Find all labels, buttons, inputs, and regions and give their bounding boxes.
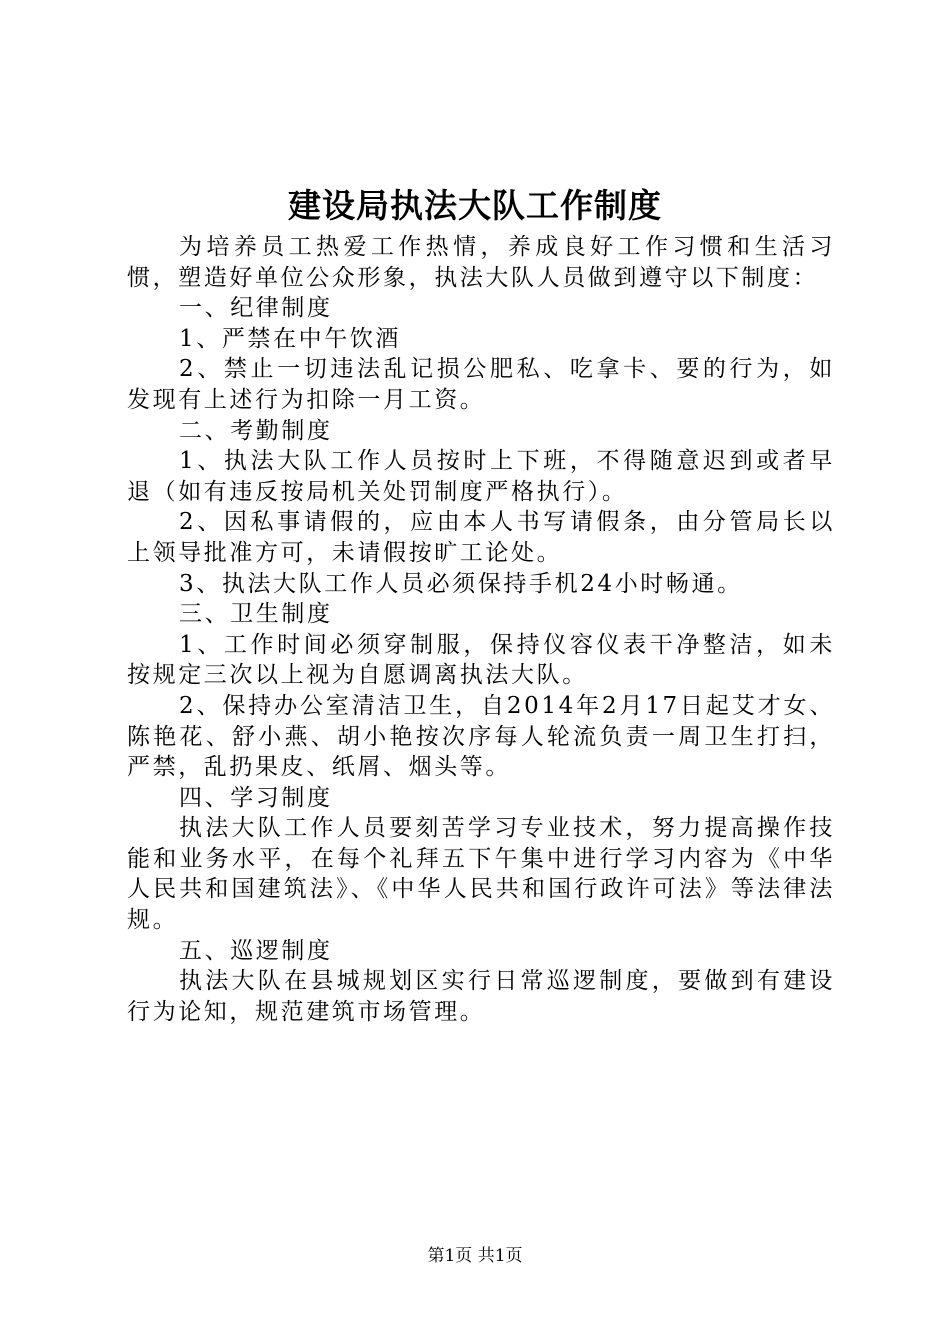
section-heading-hygiene: 三、卫生制度	[179, 601, 333, 628]
attendance-item-3: 3、执法大队工作人员必须保持手机24小时畅通。	[179, 570, 743, 597]
discipline-item-2: 2、禁止一切违法乱记损公肥私、吃拿卡、要的行为，如发现有上述行为扣除一月工资。	[127, 356, 835, 413]
section-heading-attendance: 二、考勤制度	[179, 417, 333, 444]
document-body	[127, 232, 835, 1027]
page-footer: 第1页 共1页	[427, 1246, 523, 1266]
hygiene-item-1: 1、工作时间必须穿制服，保持仪容仪表干净整洁，如未按规定三次以上视为自愿调离执法大队。	[127, 631, 835, 689]
attendance-item-2: 2、因私事请假的，应由本人书写请假条，由分管局长以上领导批准方可，未请假按旷工论处。	[127, 509, 835, 566]
hygiene-item-2: 2、保持办公室清洁卫生，自2014年2月17日起艾才女、陈艳花、舒小燕、胡小艳按次序每人轮流负责一周卫生打扫，严禁，乱扔果皮、纸屑、烟头等。	[127, 692, 835, 781]
section-heading-patrol: 五、巡逻制度	[179, 937, 333, 964]
discipline-item-1: 1、严禁在中午饮酒	[179, 325, 402, 352]
section-heading-discipline: 一、纪律制度	[179, 295, 333, 322]
study-paragraph: 执法大队工作人员要刻苦学习专业技术，努力提高操作技能和业务水平，在每个礼拜五下午集中进行学习内容为《中华人民共和国建筑法》、《中华人民共和国行政许可法》等法律法规。	[127, 815, 835, 934]
intro-paragraph: 为培养员工热爱工作热情，养成良好工作习惯和生活习惯，塑造好单位公众形象，执法大队人员做到遵守以下制度：	[127, 234, 835, 291]
attendance-item-1: 1、执法大队工作人员按时上下班，不得随意迟到或者早退（如有违反按局机关处罚制度严格执行）。	[127, 448, 835, 505]
patrol-paragraph: 执法大队在县城规划区实行日常巡逻制度，要做到有建设行为论知，规范建筑市场管理。	[127, 968, 835, 1025]
section-heading-study: 四、学习制度	[179, 784, 333, 811]
document-title: 建设局执法大队工作制度	[288, 186, 662, 225]
